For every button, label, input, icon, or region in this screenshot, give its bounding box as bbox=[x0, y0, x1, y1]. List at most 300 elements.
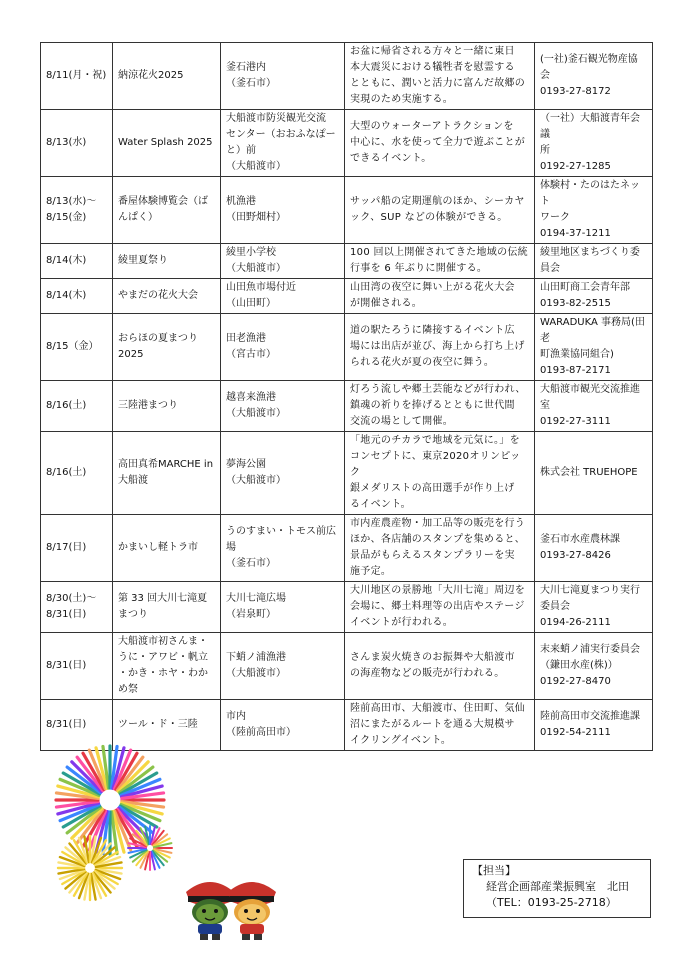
firework-ray bbox=[120, 807, 153, 833]
event-desc-line: 施予定。 bbox=[350, 566, 392, 577]
firework-ray bbox=[120, 773, 156, 794]
event-org-line: (一社)釜石観光物産協 bbox=[540, 54, 638, 65]
event-date-line: 8/14(木) bbox=[46, 290, 87, 301]
event-org-line: 株式会社 TRUEHOPE bbox=[540, 467, 638, 478]
firework-ray bbox=[77, 757, 103, 790]
firework-ray bbox=[153, 834, 167, 845]
event-name-cell bbox=[113, 700, 221, 751]
event-desc-line: ック、SUP などの体験ができる。 bbox=[350, 212, 508, 223]
event-place-line: （釜石市） bbox=[226, 78, 276, 89]
event-date-cell bbox=[41, 582, 113, 633]
event-name-line: め祭 bbox=[118, 684, 138, 695]
event-place-line: 田老漁港 bbox=[226, 333, 266, 344]
firework-ray bbox=[122, 802, 164, 807]
firework-ray bbox=[83, 810, 104, 846]
event-desc-line: 大型のウォーターアトラクションを bbox=[350, 121, 514, 132]
event-date-cell bbox=[41, 432, 113, 515]
event-date-cell bbox=[41, 177, 113, 244]
firework-ray bbox=[103, 746, 108, 788]
event-row bbox=[41, 279, 653, 314]
event-date-cell bbox=[41, 515, 113, 582]
event-name-line: 2025 bbox=[118, 349, 144, 360]
firework-burst-large bbox=[56, 746, 164, 854]
event-date-line: 8/15(金) bbox=[46, 212, 87, 223]
event-org-line: 末来蛸ノ浦実行委員会 bbox=[540, 644, 640, 655]
event-place-cell bbox=[221, 432, 345, 515]
firework-ray bbox=[116, 753, 137, 789]
event-date-cell bbox=[41, 381, 113, 432]
event-row bbox=[41, 582, 653, 633]
event-org-line: 大船渡市観光交流推進 bbox=[540, 384, 640, 395]
event-name-cell bbox=[113, 582, 221, 633]
firework-burst-yellow bbox=[58, 836, 122, 900]
firework-ray bbox=[152, 828, 160, 844]
event-desc-line: 景品がもらえるスタンプラリーを実 bbox=[350, 550, 515, 561]
firework-ray bbox=[96, 857, 120, 866]
event-place-line: 場 bbox=[226, 542, 236, 553]
event-date-line: 8/30(土)～ bbox=[46, 593, 97, 604]
event-name-line: まつり bbox=[118, 609, 148, 620]
contact-heading: 【担当】 bbox=[472, 864, 516, 877]
event-org-line: 0194-26-2111 bbox=[540, 617, 611, 628]
event-desc-line: 山田湾の夜空に舞い上がる花火大会 bbox=[350, 282, 515, 293]
event-desc-cell bbox=[345, 110, 535, 177]
firework-ray bbox=[94, 873, 111, 893]
firework-ray bbox=[56, 793, 98, 798]
contact-department: 経営企画部産業振興室 北田 bbox=[486, 880, 629, 893]
firework-ray bbox=[60, 779, 99, 795]
event-date-line: 8/17(日) bbox=[46, 542, 87, 553]
event-org-line: 室 bbox=[540, 400, 550, 411]
event-place-line: （山田町） bbox=[226, 298, 276, 309]
event-date-line: 8/16(土) bbox=[46, 467, 87, 478]
event-org-line: 0193-27-8172 bbox=[540, 86, 611, 97]
event-org-line: ワーク bbox=[540, 212, 570, 223]
event-name-line: 大船渡 bbox=[118, 475, 148, 486]
firework-ray bbox=[96, 748, 107, 789]
event-desc-cell bbox=[345, 515, 535, 582]
firework-ray bbox=[69, 843, 86, 863]
firework-ray bbox=[67, 767, 100, 793]
firework-ray bbox=[153, 850, 167, 861]
event-name-line: 高田真希MARCHE in bbox=[118, 459, 214, 470]
event-name-line: ツール・ド・三陸 bbox=[118, 719, 198, 730]
firework-ray bbox=[154, 850, 170, 858]
event-name-line: 綾里夏祭り bbox=[118, 255, 168, 266]
event-org-line: （鎌田水産(株)） bbox=[540, 660, 618, 671]
event-date-line: 8/31(日) bbox=[46, 719, 87, 730]
firework-ray bbox=[62, 871, 85, 884]
event-org-line: （一社）大船渡青年会議 bbox=[540, 113, 640, 140]
event-org-cell bbox=[535, 515, 653, 582]
event-desc-cell bbox=[345, 314, 535, 381]
event-row bbox=[41, 633, 653, 700]
event-org-line: 0192-54-2111 bbox=[540, 727, 611, 738]
event-place-cell bbox=[221, 700, 345, 751]
event-name-line: やまだの花火大会 bbox=[118, 290, 198, 301]
event-name-cell bbox=[113, 110, 221, 177]
firework-ray bbox=[72, 762, 102, 792]
event-place-line: 机漁港 bbox=[226, 196, 256, 207]
event-place-line: 山田魚市場付近 bbox=[226, 282, 296, 293]
event-desc-line: 交流の場として開催。 bbox=[350, 416, 453, 427]
firework-ray bbox=[154, 849, 172, 853]
firework-ray bbox=[154, 843, 172, 847]
firework-ray bbox=[58, 862, 84, 867]
firework-ray bbox=[79, 838, 88, 862]
event-name-line: 三陸港まつり bbox=[118, 400, 178, 411]
event-desc-line: 中心に、水を使って全力で遊ぶことが bbox=[350, 137, 526, 148]
event-org-cell bbox=[535, 432, 653, 515]
event-org-cell bbox=[535, 381, 653, 432]
firework-ray bbox=[62, 852, 85, 865]
firework-ray bbox=[58, 803, 99, 814]
firework-ray bbox=[151, 827, 155, 845]
event-place-line: 釜石港内 bbox=[226, 62, 266, 73]
event-desc-line: 市内産農産物・加工品等の販売を行う bbox=[350, 518, 526, 529]
firework-burst-small bbox=[128, 826, 172, 870]
event-org-line: 大川七滝夏まつり実行 bbox=[540, 585, 640, 596]
firework-ray bbox=[154, 838, 170, 846]
firework-ray bbox=[130, 838, 146, 846]
firework-ray bbox=[120, 767, 153, 793]
firework-ray bbox=[74, 873, 87, 896]
firework-ray bbox=[96, 862, 122, 867]
event-date-line: 8/11(月・祝) bbox=[46, 70, 107, 81]
event-org-line: WARADUKA 事務局(田老 bbox=[540, 317, 645, 344]
contact-tel: （TEL：0193-25-2718） bbox=[486, 896, 617, 909]
event-desc-line: 銀メダリストの高田選手が作り上げ bbox=[350, 483, 515, 494]
firework-ray bbox=[121, 779, 160, 795]
event-org-cell bbox=[535, 244, 653, 279]
event-name-line: 番屋体験博覧会（ば bbox=[118, 196, 208, 207]
firework-ray bbox=[89, 750, 105, 789]
event-row bbox=[41, 43, 653, 110]
event-desc-line: コンセプトに、東京2020オリンピック bbox=[350, 451, 521, 478]
firework-ray bbox=[130, 850, 146, 858]
event-desc-cell bbox=[345, 582, 535, 633]
event-place-line: 大川七滝広場 bbox=[226, 593, 286, 604]
firework-ray bbox=[117, 757, 143, 790]
event-place-line: （大船渡市） bbox=[226, 475, 286, 486]
firework-ray bbox=[112, 812, 117, 854]
event-date-cell bbox=[41, 279, 113, 314]
firework-ray bbox=[63, 806, 99, 827]
event-place-cell bbox=[221, 43, 345, 110]
event-org-cell bbox=[535, 43, 653, 110]
event-org-line: 山田町商工会青年部 bbox=[540, 282, 630, 293]
event-desc-line: イクリングイベント。 bbox=[350, 735, 452, 746]
firework-ray bbox=[118, 762, 148, 792]
firework-ray bbox=[151, 852, 155, 870]
event-org-line: 町漁業協同組合) bbox=[540, 349, 614, 360]
firework-ray bbox=[74, 840, 87, 863]
event-org-cell bbox=[535, 177, 653, 244]
event-place-cell bbox=[221, 381, 345, 432]
event-date-line: 8/31(日) bbox=[46, 660, 87, 671]
event-row bbox=[41, 314, 653, 381]
firework-ray bbox=[84, 836, 89, 862]
firework-ray bbox=[95, 852, 118, 865]
event-place-line: 越喜来漁港 bbox=[226, 392, 276, 403]
event-desc-line: サッパ船の定期運航のほか、シーカヤ bbox=[350, 196, 525, 207]
event-place-cell bbox=[221, 633, 345, 700]
event-desc-cell bbox=[345, 633, 535, 700]
firework-ray bbox=[152, 852, 160, 868]
firework-ray bbox=[84, 874, 89, 900]
firework-ray bbox=[133, 834, 147, 845]
event-date-line: 8/16(土) bbox=[46, 400, 87, 411]
event-org-line: 員会 bbox=[540, 263, 560, 274]
event-place-line: （大船渡市） bbox=[226, 263, 286, 274]
event-place-line: （岩泉町） bbox=[226, 609, 276, 620]
event-desc-line: 本大震災における犠牲者を慰霊する bbox=[350, 62, 515, 73]
event-place-line: 夢海公園 bbox=[226, 459, 266, 470]
firework-ray bbox=[60, 870, 84, 879]
event-org-line: 0193-87-2171 bbox=[540, 365, 611, 376]
firework-ray bbox=[92, 874, 101, 898]
mascot-left bbox=[186, 882, 234, 940]
event-org-cell bbox=[535, 633, 653, 700]
event-name-cell bbox=[113, 43, 221, 110]
firework-ray bbox=[65, 847, 85, 864]
firework-ray bbox=[91, 874, 96, 900]
event-name-cell bbox=[113, 633, 221, 700]
firework-ray bbox=[65, 872, 85, 889]
event-org-line: 会 bbox=[540, 70, 550, 81]
firework-ray bbox=[113, 812, 124, 853]
firework-ray bbox=[140, 828, 148, 844]
event-date-line: 8/13(水) bbox=[46, 137, 87, 148]
firework-ray bbox=[95, 871, 118, 884]
event-desc-line: 大川地区の景勝地「大川七滝」周辺を bbox=[350, 585, 526, 596]
event-name-cell bbox=[113, 244, 221, 279]
event-org-cell bbox=[535, 110, 653, 177]
event-org-line: 0193-82-2515 bbox=[540, 298, 611, 309]
event-place-line: センター（おおふなぽー bbox=[226, 129, 336, 140]
firework-ray bbox=[72, 808, 102, 838]
firework-ray bbox=[136, 831, 147, 845]
event-org-line: 0193-27-8426 bbox=[540, 550, 611, 561]
firework-ray bbox=[145, 852, 149, 870]
event-place-line: 大船渡市防災観光交流 bbox=[226, 113, 326, 124]
event-date-cell bbox=[41, 633, 113, 700]
firework-ray bbox=[129, 849, 147, 853]
event-desc-line: が開催される。 bbox=[350, 298, 423, 309]
event-place-line: （大船渡市） bbox=[226, 408, 286, 419]
event-desc-cell bbox=[345, 279, 535, 314]
event-place-cell bbox=[221, 244, 345, 279]
event-desc-cell bbox=[345, 381, 535, 432]
event-date-cell bbox=[41, 314, 113, 381]
firework-ray bbox=[95, 847, 115, 864]
event-row bbox=[41, 381, 653, 432]
events-table bbox=[40, 42, 653, 751]
firework-ray bbox=[140, 852, 148, 868]
event-desc-line: 陸前高田市、大船渡市、住田町、気仙 bbox=[350, 703, 526, 714]
event-org-line: 0194-37-1211 bbox=[540, 228, 611, 239]
event-desc-cell bbox=[345, 244, 535, 279]
event-date-cell bbox=[41, 700, 113, 751]
event-desc-cell bbox=[345, 432, 535, 515]
firework-ray bbox=[118, 808, 148, 838]
event-desc-line: 「地元のチカラで地域を元気に。」を bbox=[350, 435, 520, 446]
firework-ray bbox=[117, 810, 143, 843]
event-desc-line: 道の駅たろうに隣接するイベント広 bbox=[350, 325, 515, 336]
event-org-line: 体験村・たのはたネット bbox=[540, 180, 640, 207]
event-desc-cell bbox=[345, 43, 535, 110]
firework-ray bbox=[91, 836, 96, 862]
firework-ray bbox=[152, 851, 163, 865]
event-place-cell bbox=[221, 177, 345, 244]
event-place-line: と）前 bbox=[226, 145, 256, 156]
event-place-line: （宮古市） bbox=[226, 349, 276, 360]
firework-ray bbox=[79, 874, 88, 898]
firework-ray bbox=[96, 869, 122, 874]
firework-ray bbox=[89, 811, 105, 850]
firework-ray bbox=[115, 750, 131, 789]
firework-ray bbox=[122, 803, 163, 814]
firework-ray bbox=[133, 850, 147, 861]
event-org-line: 委員会 bbox=[540, 601, 570, 612]
firework-ray bbox=[115, 811, 131, 850]
event-row bbox=[41, 177, 653, 244]
event-name-line: ・かき・ホヤ・わか bbox=[118, 668, 208, 679]
firework-ray bbox=[95, 872, 115, 889]
event-place-line: （大船渡市） bbox=[226, 161, 286, 172]
firework-ray bbox=[113, 748, 124, 789]
event-name-line: んぱく） bbox=[118, 212, 158, 223]
event-org-line: 綾里地区まちづくり委 bbox=[540, 247, 640, 258]
event-name-line: 大船渡市初さんま・ bbox=[118, 636, 208, 647]
firework-ray bbox=[60, 857, 84, 866]
firework-ray bbox=[60, 805, 99, 821]
event-row bbox=[41, 432, 653, 515]
firework-ray bbox=[152, 831, 163, 845]
firework-ray bbox=[116, 810, 137, 846]
firework-ray bbox=[96, 812, 107, 853]
firework-ray bbox=[58, 869, 84, 874]
event-desc-line: できるイベント。 bbox=[350, 153, 432, 164]
event-desc-line: 行事を 6 年ぶりに開催する。 bbox=[350, 263, 488, 274]
event-desc-line: るイベント。 bbox=[350, 499, 411, 510]
event-desc-line: ほか、各店舗のスタンプを集めると、 bbox=[350, 534, 526, 545]
firework-ray bbox=[58, 786, 99, 797]
event-name-line: おらほの夏まつり bbox=[118, 333, 198, 344]
event-date-line: 8/31(日) bbox=[46, 609, 87, 620]
firework-ray bbox=[120, 806, 156, 827]
firework-ray bbox=[93, 873, 106, 896]
event-desc-cell bbox=[345, 700, 535, 751]
event-name-line: Water Splash 2025 bbox=[118, 137, 213, 148]
event-place-cell bbox=[221, 582, 345, 633]
event-place-line: （陸前高田市） bbox=[226, 727, 296, 738]
event-desc-line: さんま炭火焼きのお振舞や大船渡市 bbox=[350, 652, 515, 663]
events-body bbox=[41, 43, 653, 751]
event-place-cell bbox=[221, 314, 345, 381]
event-place-line: 綾里小学校 bbox=[226, 247, 276, 258]
event-place-line: 下蛸ノ浦漁港 bbox=[226, 652, 286, 663]
event-org-line: 0192-27-1285 bbox=[540, 161, 611, 172]
event-place-line: （釜石市） bbox=[226, 558, 276, 569]
event-place-line: うのすまい・トモス前広 bbox=[226, 526, 336, 537]
event-name-line: 納涼花火2025 bbox=[118, 70, 184, 81]
event-desc-line: の海産物などの販売が行われる。 bbox=[350, 668, 505, 679]
event-name-line: 第 33 回大川七滝夏 bbox=[118, 593, 208, 604]
event-org-line: 0192-27-8470 bbox=[540, 676, 611, 687]
event-desc-line: イベントが行われる。 bbox=[350, 617, 453, 628]
event-desc-line: 灯ろう流しや郷土芸能などが行われ、 bbox=[350, 384, 526, 395]
event-desc-cell bbox=[345, 177, 535, 244]
event-place-cell bbox=[221, 110, 345, 177]
event-place-line: （田野畑村） bbox=[226, 212, 286, 223]
firework-ray bbox=[122, 793, 164, 798]
firework-ray bbox=[77, 810, 103, 843]
event-desc-line: られる花火が夏の夜空に舞う。 bbox=[350, 357, 495, 368]
firework-ray bbox=[121, 805, 160, 821]
event-name-cell bbox=[113, 279, 221, 314]
event-org-cell bbox=[535, 700, 653, 751]
event-row bbox=[41, 700, 653, 751]
event-desc-line: 沼にまたがるルートを通る大規模サ bbox=[350, 719, 515, 730]
firework-ray bbox=[129, 843, 147, 847]
mascot-right bbox=[228, 882, 276, 940]
event-name-cell bbox=[113, 432, 221, 515]
firework-ray bbox=[56, 802, 98, 807]
firework-ray bbox=[112, 746, 117, 788]
event-place-line: （大船渡市） bbox=[226, 668, 286, 679]
contact-box bbox=[463, 859, 651, 918]
firework-ray bbox=[69, 873, 86, 893]
firework-ray bbox=[93, 840, 106, 863]
event-name-cell bbox=[113, 515, 221, 582]
event-date-line: 8/15（金） bbox=[46, 341, 99, 352]
event-org-line: 釜石市水産農林課 bbox=[540, 534, 620, 545]
firework-ray bbox=[94, 843, 111, 863]
event-org-line: 0192-27-3111 bbox=[540, 416, 611, 427]
event-place-line: 市内 bbox=[226, 711, 246, 722]
firework-ray bbox=[92, 838, 101, 862]
firework-ray bbox=[145, 827, 149, 845]
event-desc-line: とともに、潤いと活力に富んだ故郷の bbox=[350, 78, 526, 89]
event-row bbox=[41, 110, 653, 177]
event-row bbox=[41, 515, 653, 582]
event-desc-line: 鎮魂の祈りを捧げるとともに世代間 bbox=[350, 400, 515, 411]
event-place-cell bbox=[221, 515, 345, 582]
event-date-line: 8/14(木) bbox=[46, 255, 87, 266]
firework-ray bbox=[67, 807, 100, 833]
firework-ray bbox=[63, 773, 99, 794]
event-org-cell bbox=[535, 582, 653, 633]
event-date-cell bbox=[41, 244, 113, 279]
event-org-cell bbox=[535, 314, 653, 381]
event-desc-line: お盆に帰省される方々と一緒に東日 bbox=[350, 46, 515, 57]
event-name-cell bbox=[113, 177, 221, 244]
event-desc-line: 100 回以上開催されてきた地域の伝統 bbox=[350, 247, 528, 258]
event-name-cell bbox=[113, 381, 221, 432]
firework-ray bbox=[96, 870, 120, 879]
event-date-cell bbox=[41, 43, 113, 110]
event-place-cell bbox=[221, 279, 345, 314]
event-org-line: 所 bbox=[540, 145, 550, 156]
event-desc-line: 場には出店が並び、海上から打ち上げ bbox=[350, 341, 525, 352]
event-org-line: 陸前高田市交流推進課 bbox=[540, 711, 640, 722]
event-date-cell bbox=[41, 110, 113, 177]
event-desc-line: 会場に、郷土料理等の出店やステージ bbox=[350, 601, 525, 612]
event-desc-line: 実現のため実施する。 bbox=[350, 94, 453, 105]
event-name-cell bbox=[113, 314, 221, 381]
event-name-line: かまいし軽トラ市 bbox=[118, 542, 198, 553]
